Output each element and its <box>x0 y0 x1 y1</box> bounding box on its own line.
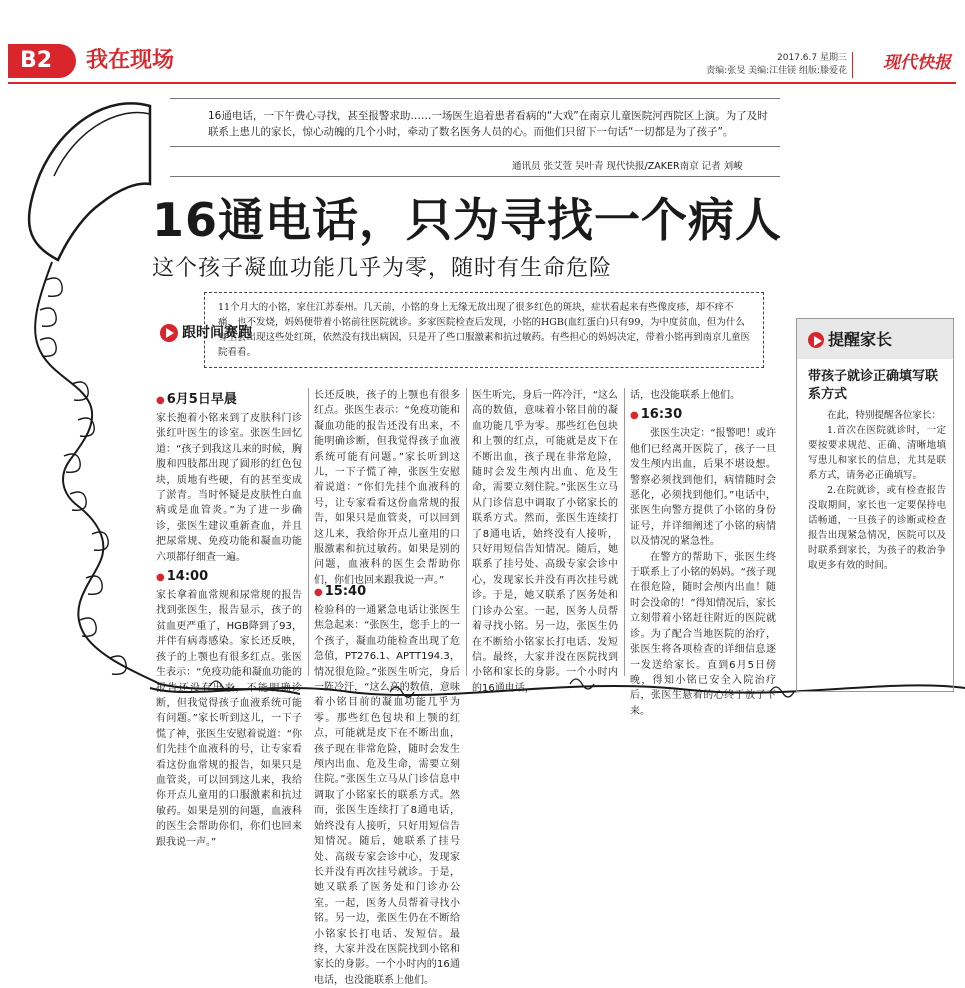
sidebar-subtitle: 带孩子就诊正确填写联系方式 <box>808 369 939 402</box>
byline-rule <box>170 176 780 177</box>
timestamp: ● 16:30 <box>630 407 683 423</box>
article-paragraph: 在警方的帮助下，张医生终于联系上了小铭的妈妈。“孩子现在很危险，随时会颅内出血！随时会没命的！”得知情况后，家长立刻带着小铭赶往附近的医院就诊。为了配合当地医院的治疗，张医生将各项检查的详细信息逐一发送给家长。直到6月5日傍晚，得知小铭已安全入院治疗后，张医生悬着的心终于放了下来。 <box>630 551 776 717</box>
sidebar-paragraph: 2.在院就诊，或有检查报告没取期间，家长也一定要保持电话畅通，一旦孩子的诊断或检查报告出现紧急情况，医院可以及时联系到家长，为孩子的救治争取更多有效的时间。 <box>808 485 946 571</box>
article-paragraph: 张医生决定：“报警吧！或许他们已经离开医院了，孩子一旦发生颅内出血，后果不堪设想。警察必须找到他们，病情随时会恶化，必须找到他们。”电话中，张医生向警方提供了小铭的身份证号，并详细阐述了小铭的病情以及情况的紧急性。 <box>630 428 776 548</box>
article-paragraph-continued: 话，也没能联系上他们。 <box>630 390 740 401</box>
article-paragraph: 家长抱着小铭来到了皮肤科门诊张红叶医生的诊室。张医生回忆道：“孩子到我这儿来的时候，胸腹和四肢都出现了圆形的红色包块，质地有些硬，有的甚至变成了淤青。当时怀疑是皮肤性白血病或是血管炎。”为了进一步确诊，张医生建议重新查血，并且把尿常规、免疫功能和凝血功能六项都仔细查一遍。 <box>156 413 302 563</box>
article-column-2 <box>314 388 460 986</box>
race-label <box>160 322 252 344</box>
lead-top-rule <box>170 98 780 99</box>
timestamp: ● 6月5日早晨 <box>156 392 237 407</box>
newspaper-logo: 现代快报 <box>883 53 951 73</box>
byline: 通讯员 张艾萱 吴叶青 现代快报/ZAKER南京 记者 刘峻 <box>512 161 743 172</box>
telephone-handset-icon <box>0 84 170 704</box>
article-column-4 <box>630 388 776 719</box>
header-divider <box>852 52 853 78</box>
issue-date-and-editors <box>706 52 847 78</box>
section-code: B2 <box>8 44 76 78</box>
article-column-3 <box>472 388 618 694</box>
article-paragraph: 家长拿着血常规和尿常规的报告找到张医生，报告显示，孩子的贫血更严重了，HGB降到了93，并伴有病毒感染。家长还反映，孩子的上颚也有很多红点。张医生表示：“免疫功能和凝血功能的报告还没有出来，不能明确诊断，但我觉得孩子血液系统可能有问题。”家长听到这儿，一下子慌了神，张医生安慰着说道：“你们先挂个血液科的号，让专家看看这份血常规的报告，如果只是血管炎，可以回到这儿来，我给你开点儿童用的口服激素和抗过敏药。如果是别的问题，血液科的医生会帮助你们，你们也回来跟我说一声。” <box>156 590 302 848</box>
play-icon <box>160 324 178 342</box>
column-rule <box>466 388 467 676</box>
timestamp: ● 14:00 <box>156 569 209 585</box>
column-rule <box>308 388 309 676</box>
sidebar-body <box>808 408 946 573</box>
header-rule <box>8 82 956 84</box>
issue-date: 2017.6.7 星期三 <box>777 53 847 63</box>
timestamp: ● 15:40 <box>314 584 367 599</box>
column-rule <box>624 388 625 676</box>
headline: 16通电话，只为寻找一个病人 <box>152 193 783 247</box>
lead-paragraph: 16通电话，一下午费心寻找，甚至报警求助……一场医生追着患者看病的“大戏”在南京儿童医院河西院区上演。为了及时联系上患儿的家长，惊心动魄的几个小时，牵动了数名医务人员的心。而他们只留下一句话“一切都是为了孩子”。 <box>208 110 768 138</box>
lead-rule <box>170 146 780 147</box>
summary-paragraph: 11个月大的小铭，家住江苏泰州。几天前，小铭的身上无缘无故出现了很多红色的斑块，症状看起来有些像皮疹，却不痒不痛，也不发烧，妈妈便带着小铭前往医院就诊。多家医院检查后发现，小铭的HGB(血红蛋白)只有99，为中度贫血，但为什么身上会出现这些处红斑，依然没有找出病因，只是开了些口服激素和抗过敏药。有些担心的妈妈决定，带着小铭再到南京儿童医院看看。 <box>218 302 751 358</box>
sidebar-paragraph: 1.首次在医院就诊时，一定要按要求规范、正确、清晰地填写患儿和家长的信息，尤其是联系方式，请务必正确填写。 <box>808 425 946 481</box>
editors: 责编:张旻 美编:江佳镁 组版:滕爱花 <box>706 66 847 76</box>
article-paragraph-continued: 长还反映，孩子的上颚也有很多红点。张医生表示：“免疫功能和凝血功能的报告还没有出来，不能明确诊断，但我觉得孩子血液系统可能有问题。”家长听到这儿，一下子慌了神，张医生安慰着说道：“你们先挂个血液科的号，让专家看看这份血常规的报告，如果只是血管炎，可以回到这儿来，我给你开点儿童用的口服激素和抗过敏药。如果是别的问题，血液科的医生会帮助你们，你们也回来跟我说一声。” <box>314 390 460 586</box>
article-paragraph-continued: 医生听完，身后一阵冷汗，“这么高的数值，意味着小铭目前的凝血功能几乎为零。那些红色包块和上颚的红点，可能就是皮下在不断出血，孩子现在非常危险，随时会发生颅内出血、危及生命，需要立刻住院。”张医生立马从门诊信息中调取了小铭家长的联系方式。然而，张医生连续打了8通电话，始终没有人接听，只好用短信告知情况。随后，她联系了挂号处、高级专家会诊中心，发现家长并没有再次挂号就诊。于是，她又联系了医务处和门诊办公室。一起，医务人员帮着寻找小铭。另一边，张医生仍在不断给小铭家长打电话、发短信。最终，大家并没在医院找到小铭和家长的身影。一个小时内的16通电话， <box>472 390 618 694</box>
subheadline: 这个孩子凝血功能几乎为零，随时有生命危险 <box>152 256 613 281</box>
section-name: 我在现场 <box>86 48 175 73</box>
article-column-1 <box>156 388 302 848</box>
race-label-text: 跟时间赛跑 <box>182 325 252 341</box>
sidebar-title: 提醒家长 <box>808 326 892 353</box>
sidebar-paragraph: 在此，特别提醒各位家长： <box>827 410 942 421</box>
article-paragraph: 检验科的一通紧急电话让张医生焦急起来：“张医生，您手上的一个孩子，凝血功能检查出现了危急值，PT276.1、APTT194.3，情况很危险。”张医生听完，身后一阵冷汗，“这么高的数值，意味着小铭目前的凝血功能几乎为零。那些红色包块和上颚的红点，可能就是皮下在不断出血，孩子现在非常危险，随时会发生颅内出血、危及生命，需要立刻住院。”张医生立马从门诊信息中调取了小铭家长的联系方式。然而，张医生连续打了8通电话，始终没有人接听，只好用短信告知情况。随后，她联系了挂号处、高级专家会诊中心，发现家长并没有再次挂号就诊。于是，她又联系了医务处和门诊办公室。一起，医务人员帮着寻找小铭。另一边，张医生仍在不断给小铭家长打电话、发短信。最终，大家并没在医院找到小铭和家长的身影。一个小时内的16通电话，也没能联系上他们。 <box>314 605 460 986</box>
play-icon <box>808 332 824 348</box>
